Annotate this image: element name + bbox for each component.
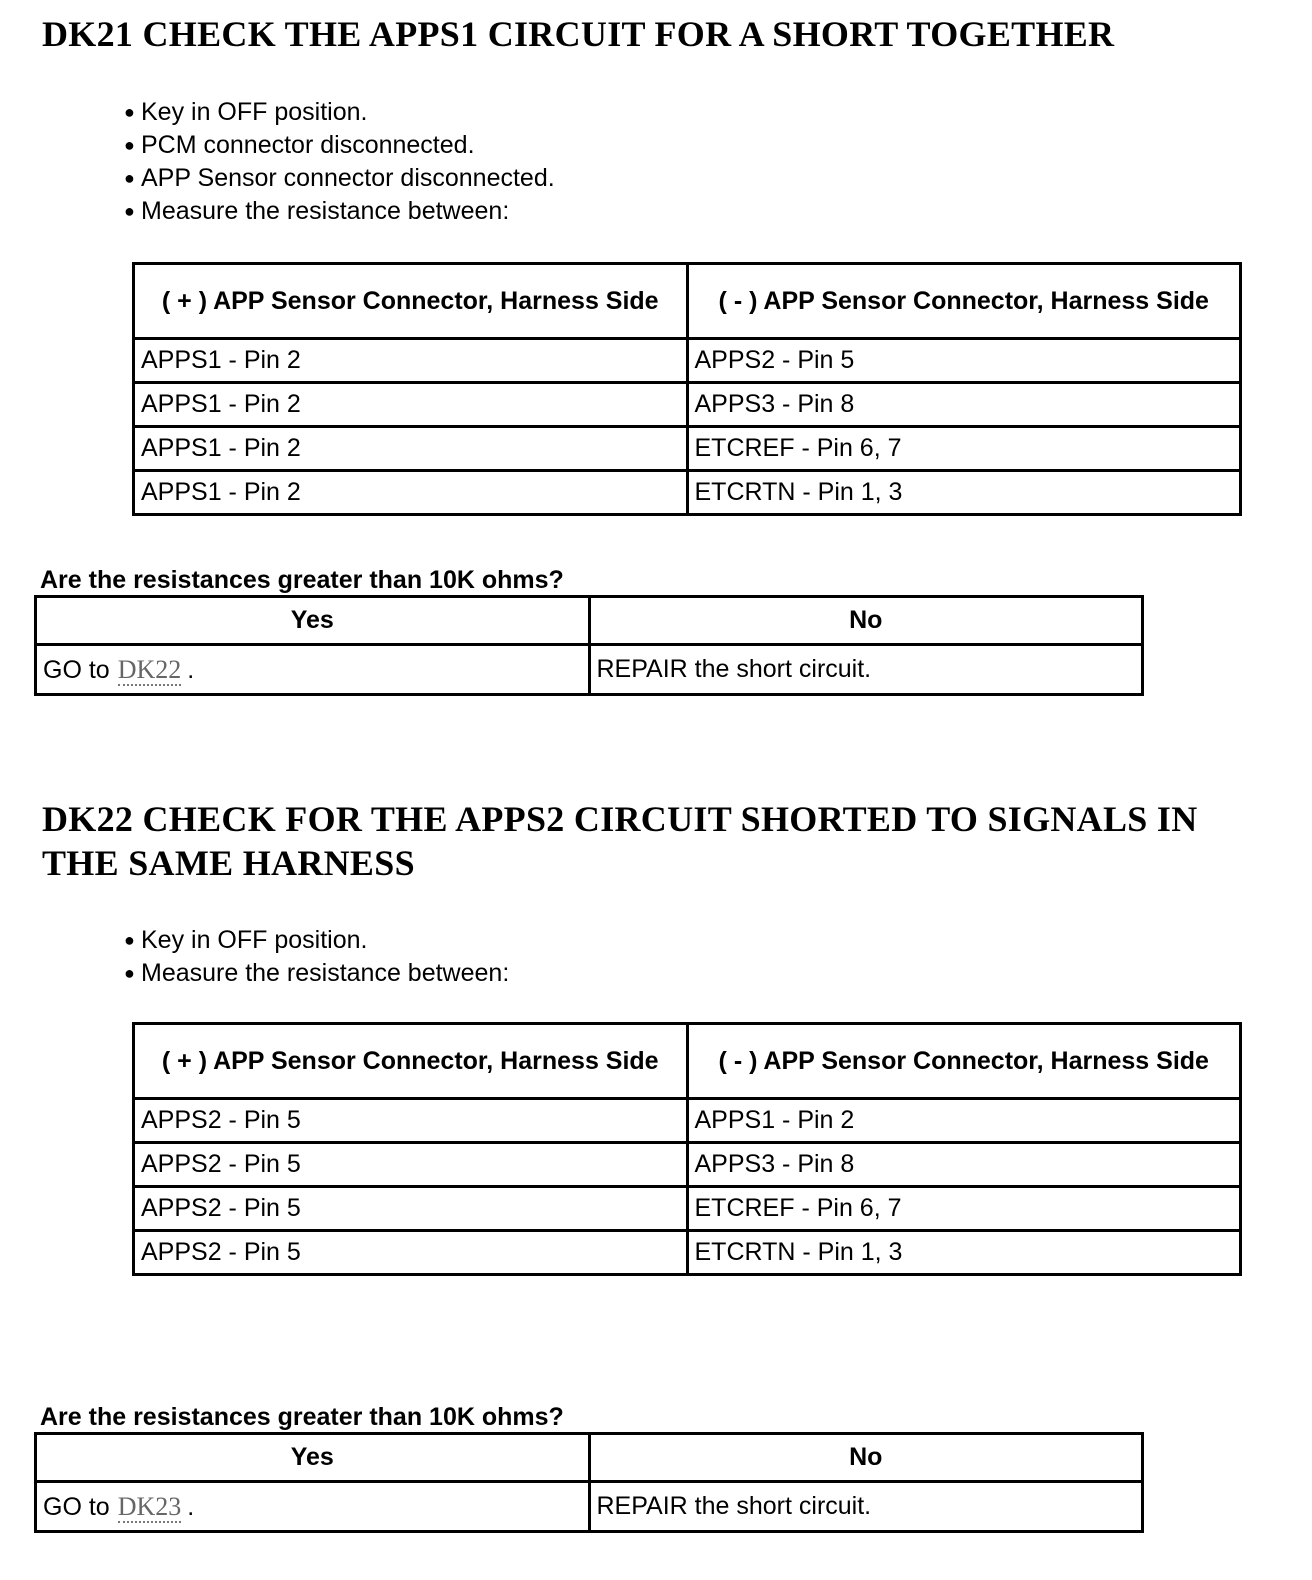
no-header: No (589, 597, 1143, 645)
table-header-row (36, 1434, 1143, 1482)
table-cell: APPS2 - Pin 5 (134, 1099, 688, 1143)
table-row (134, 383, 1241, 427)
table-header-row (134, 264, 1241, 339)
column-header-negative: ( - ) APP Sensor Connector, Harness Side (687, 1024, 1241, 1099)
step-item: ● PCM connector disconnected. (124, 129, 555, 162)
no-header: No (589, 1434, 1143, 1482)
yes-action: GO to DK23 . (36, 1482, 590, 1532)
table-cell: APPS2 - Pin 5 (687, 339, 1241, 383)
dk22-link[interactable]: DK22 (117, 654, 182, 684)
table-row (134, 1143, 1241, 1187)
step-item: ● Key in OFF position. (124, 96, 555, 129)
measurement-table (132, 1022, 1242, 1276)
bullet-icon: ● (124, 201, 135, 221)
table-cell: ETCRTN - Pin 1, 3 (687, 1231, 1241, 1275)
decision-table (34, 595, 1144, 696)
table-row (134, 1187, 1241, 1231)
table-row (134, 427, 1241, 471)
table-row (36, 1482, 1143, 1532)
step-list (124, 924, 509, 990)
table-cell: ETCREF - Pin 6, 7 (687, 1187, 1241, 1231)
column-header-positive: ( + ) APP Sensor Connector, Harness Side (134, 264, 688, 339)
bullet-icon: ● (124, 930, 135, 950)
decision-question: Are the resistances greater than 10K ohms? (40, 1403, 564, 1431)
no-action: REPAIR the short circuit. (589, 645, 1143, 695)
yes-header: Yes (36, 1434, 590, 1482)
step-item: ● APP Sensor connector disconnected. (124, 162, 555, 195)
table-cell: ETCREF - Pin 6, 7 (687, 427, 1241, 471)
table-row (36, 645, 1143, 695)
decision-question: Are the resistances greater than 10K ohms? (40, 566, 564, 594)
decision-table (34, 1432, 1144, 1533)
bullet-icon: ● (124, 963, 135, 983)
table-cell: ETCRTN - Pin 1, 3 (687, 471, 1241, 515)
bullet-icon: ● (124, 168, 135, 188)
column-header-positive: ( + ) APP Sensor Connector, Harness Side (134, 1024, 688, 1099)
table-row (134, 1099, 1241, 1143)
table-cell: APPS1 - Pin 2 (687, 1099, 1241, 1143)
table-header-row (36, 597, 1143, 645)
step-item: ● Key in OFF position. (124, 924, 509, 957)
measurement-table (132, 262, 1242, 516)
yes-header: Yes (36, 597, 590, 645)
section-title: DK22 CHECK FOR THE APPS2 CIRCUIT SHORTED TO SIGNALS IN THE SAME HARNESS (42, 799, 1198, 883)
table-cell: APPS1 - Pin 2 (134, 339, 688, 383)
table-row (134, 339, 1241, 383)
step-item: ● Measure the resistance between: (124, 957, 509, 990)
step-item: ● Measure the resistance between: (124, 195, 555, 228)
table-header-row (134, 1024, 1241, 1099)
table-cell: APPS2 - Pin 5 (134, 1143, 688, 1187)
table-cell: APPS3 - Pin 8 (687, 1143, 1241, 1187)
column-header-negative: ( - ) APP Sensor Connector, Harness Side (687, 264, 1241, 339)
table-row (134, 471, 1241, 515)
table-cell: APPS1 - Pin 2 (134, 471, 688, 515)
yes-action: GO to DK22 . (36, 645, 590, 695)
bullet-icon: ● (124, 102, 135, 122)
table-row (134, 1231, 1241, 1275)
table-cell: APPS3 - Pin 8 (687, 383, 1241, 427)
table-cell: APPS2 - Pin 5 (134, 1231, 688, 1275)
step-list (124, 96, 555, 228)
dk23-link[interactable]: DK23 (117, 1491, 182, 1521)
table-cell: APPS1 - Pin 2 (134, 427, 688, 471)
no-action: REPAIR the short circuit. (589, 1482, 1143, 1532)
section-title: DK21 CHECK THE APPS1 CIRCUIT FOR A SHORT TOGETHER (42, 14, 1115, 54)
table-cell: APPS2 - Pin 5 (134, 1187, 688, 1231)
bullet-icon: ● (124, 135, 135, 155)
table-cell: APPS1 - Pin 2 (134, 383, 688, 427)
